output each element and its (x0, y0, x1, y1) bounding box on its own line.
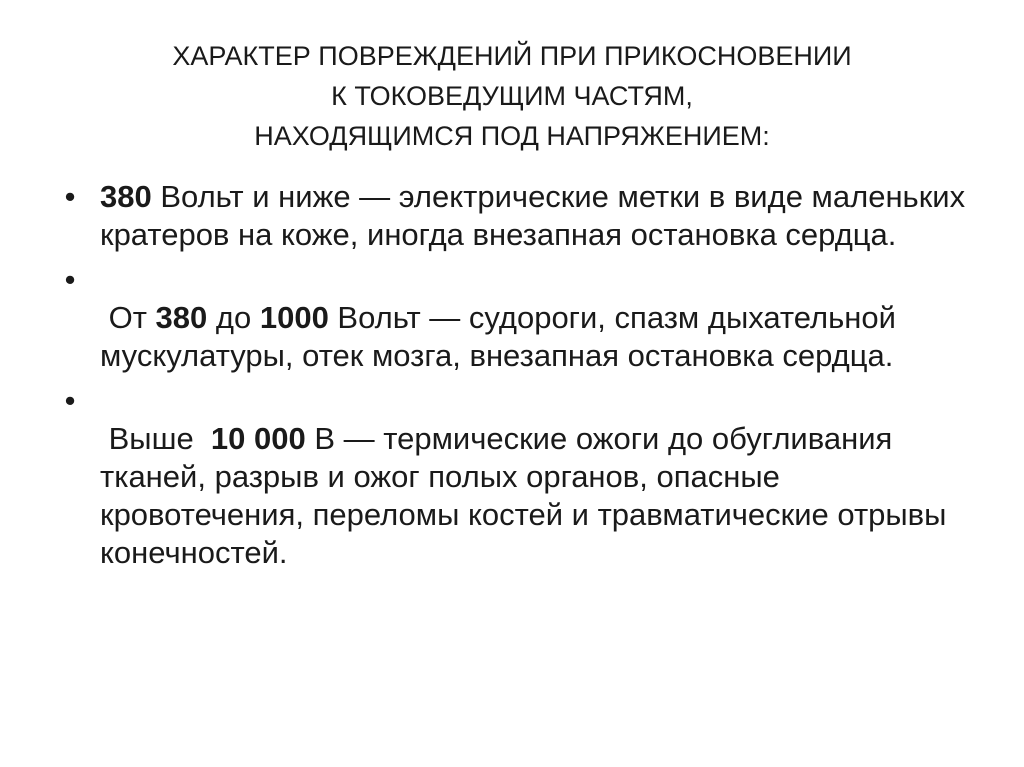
bullet-item-380-to-1000 (60, 261, 970, 375)
bullet-middle: до (207, 300, 260, 335)
bullet-dot-icon: • (64, 262, 76, 297)
title-line-1: ХАРАКТЕР ПОВРЕЖДЕНИЙ ПРИ ПРИКОСНОВЕНИИ (172, 41, 852, 71)
bullet-item-380-and-below (60, 178, 970, 254)
bullet-empty-line (100, 382, 970, 420)
bullet-item-above-10000 (60, 382, 970, 572)
bullet-prefix: Выше (100, 421, 211, 456)
bullet-empty-line (100, 261, 970, 299)
bullet-text: В — термические ожоги до обугливания тканей, разрыв и ожог полых органов, опасные кровотечения, переломы костей и травматические отрывы конечностей. (100, 421, 947, 570)
bullet-text: Вольт — судороги, спазм дыхательной мускулатуры, отек мозга, внезапная остановка сердца. (100, 300, 896, 373)
bullet-prefix: От (100, 300, 156, 335)
voltage-value: 380 (100, 179, 152, 214)
bullet-dot-icon: • (64, 179, 76, 214)
voltage-to-value: 1000 (259, 300, 329, 335)
voltage-from-value: 380 (155, 300, 208, 335)
voltage-value: 10 000 (210, 421, 306, 456)
title-line-3: НАХОДЯЩИМСЯ ПОД НАПРЯЖЕНИЕМ: (254, 121, 770, 151)
bullet-dot-icon: • (64, 383, 76, 418)
title-line-2: К ТОКОВЕДУЩИМ ЧАСТЯМ, (331, 81, 693, 111)
slide-title (100, 36, 924, 156)
bullet-list (60, 178, 970, 572)
bullet-text: Вольт и ниже — электрические метки в виде маленьких кратеров на коже, иногда внезапная остановка сердца. (100, 179, 966, 252)
